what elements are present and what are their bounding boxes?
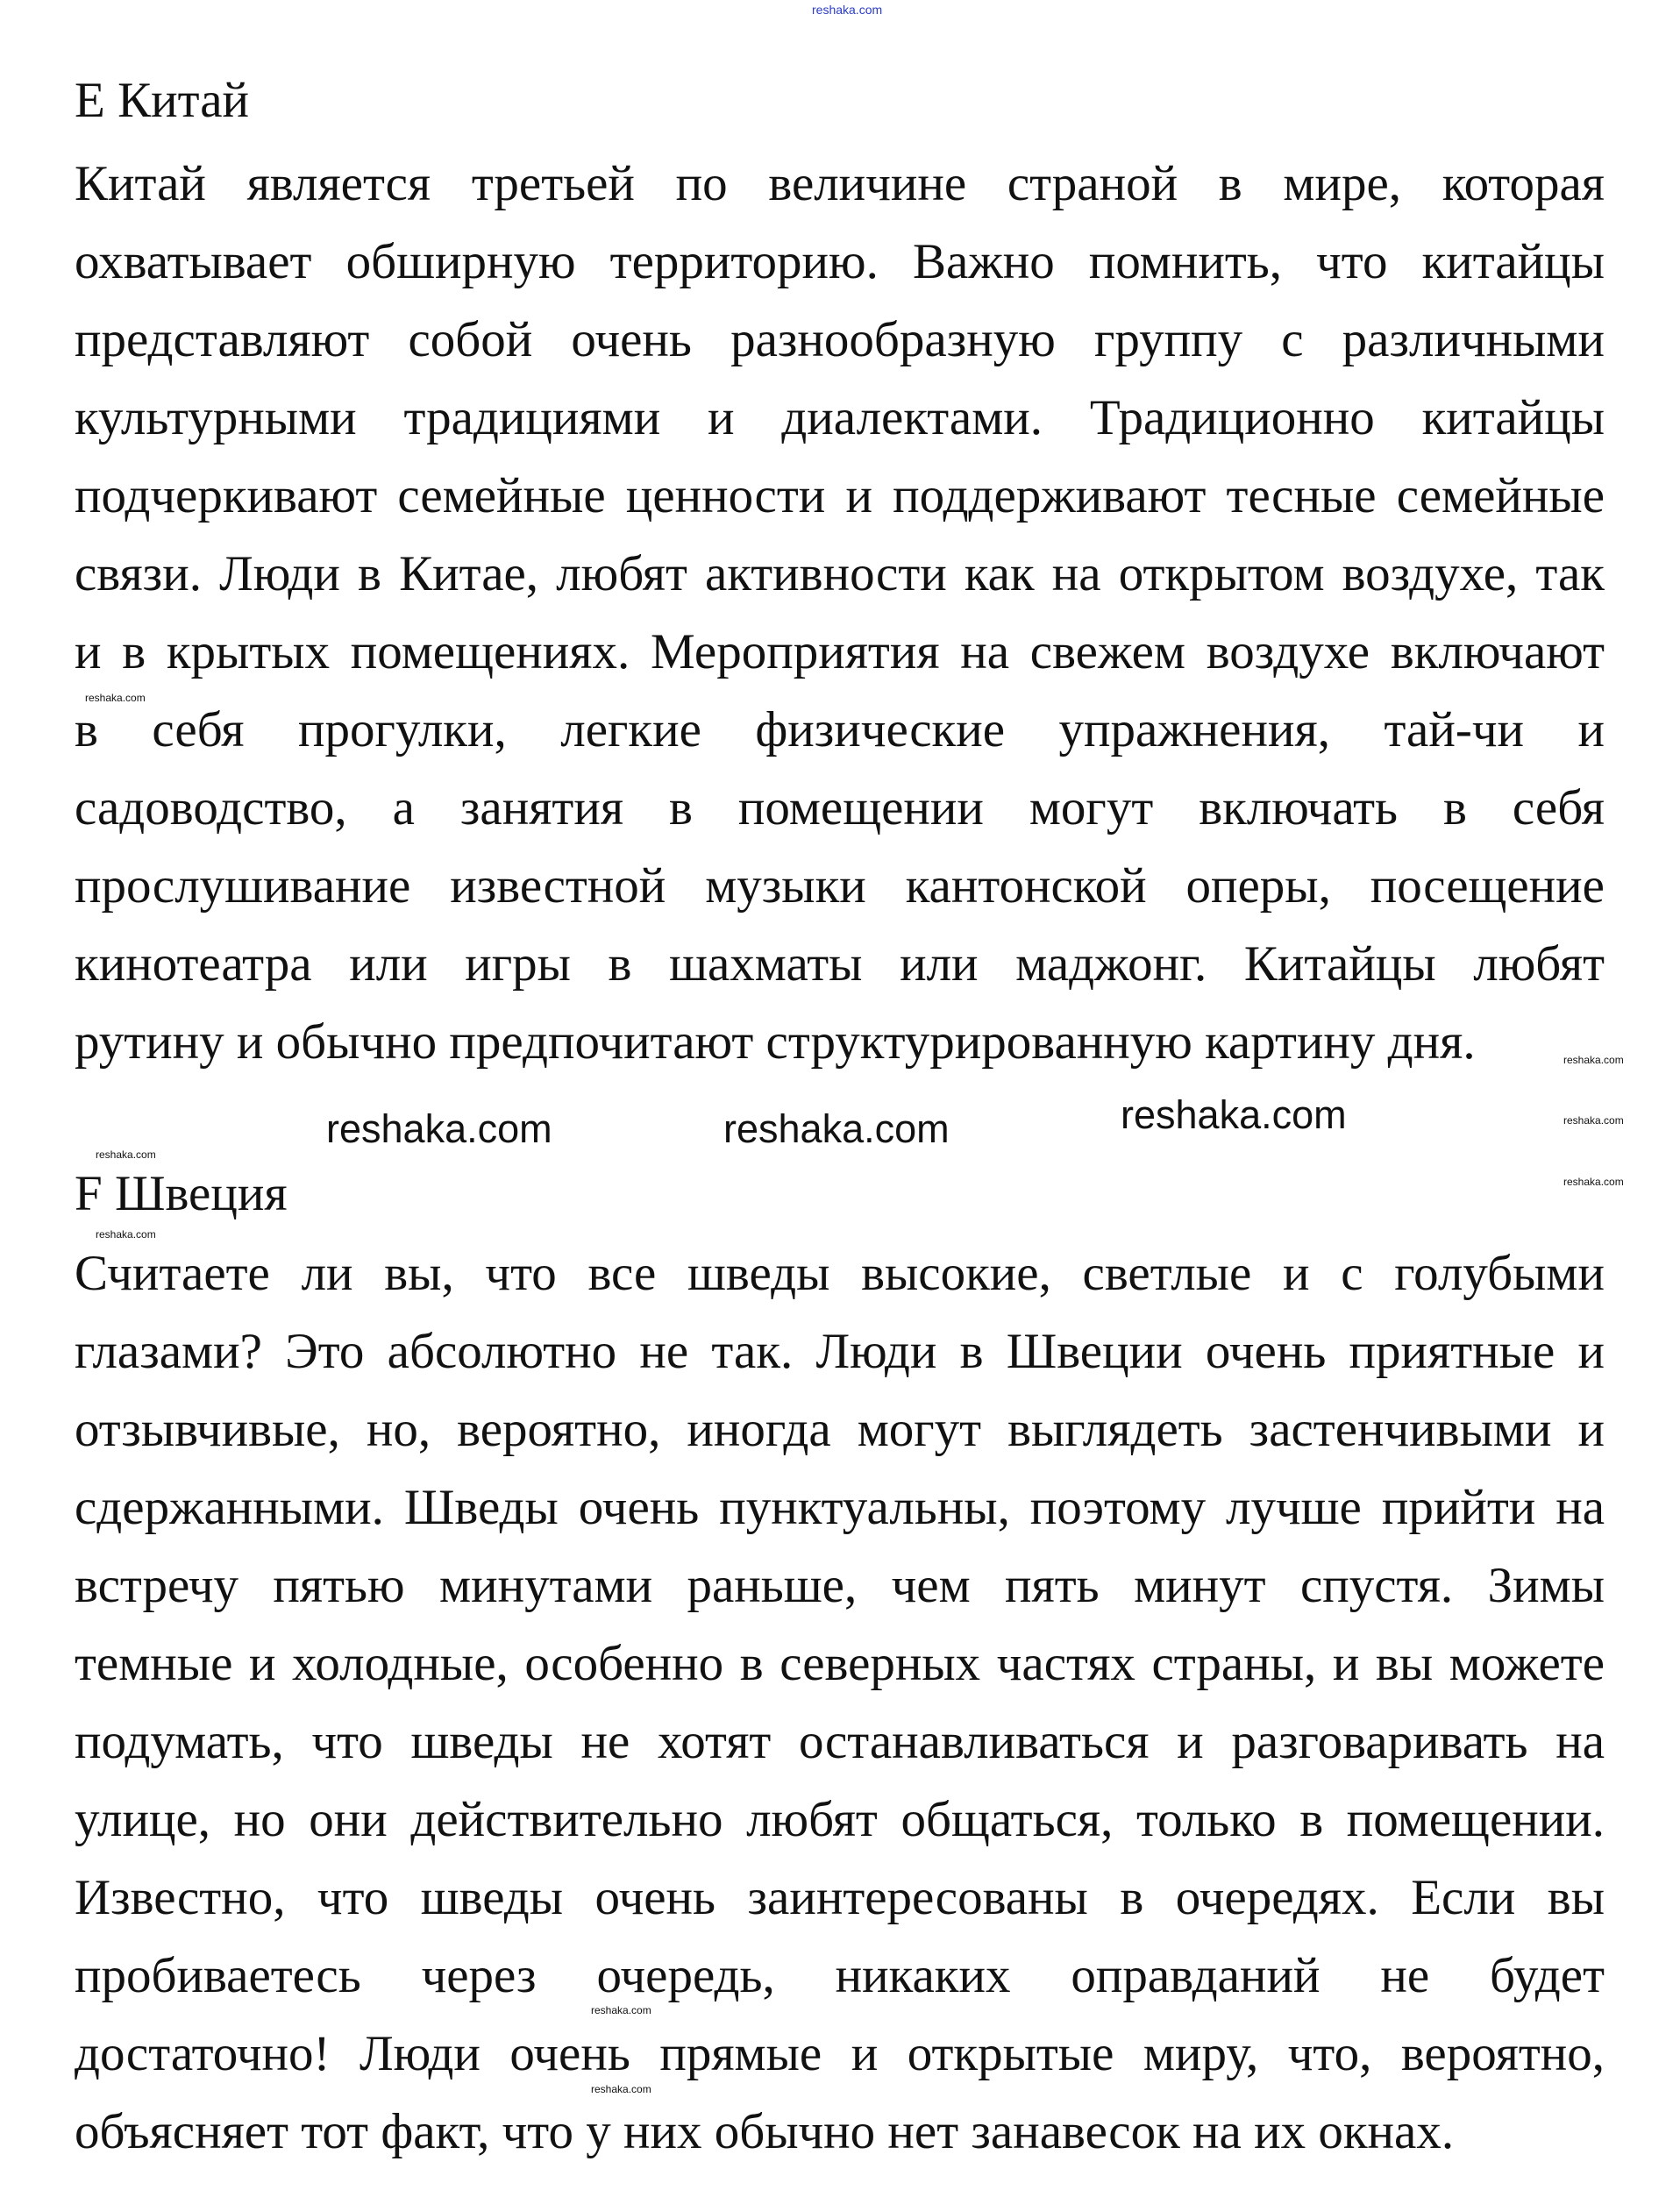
- section-heading-sweden: F Швеция: [75, 1166, 288, 1221]
- watermark: reshaka.com: [812, 3, 883, 17]
- china-text-line: садоводство, а занятия в помещении могут включать в себя: [75, 780, 1605, 835]
- sweden-text-line: темные и холодные, особенно в северных частях страны, и вы можете: [75, 1636, 1605, 1691]
- watermark: reshaka.com: [1121, 1092, 1347, 1137]
- china-text-line: рутину и обычно предпочитают структурированную картину дня.: [75, 1014, 1476, 1070]
- watermark: reshaka.com: [1563, 1176, 1624, 1188]
- china-text-line: Китай является третьей по величине страной в мире, которая: [75, 156, 1605, 211]
- sweden-text-line: встречу пятью минутами раньше, чем пять минут спустя. Зимы: [75, 1558, 1605, 1613]
- watermark: reshaka.com: [85, 692, 146, 704]
- watermark: reshaka.com: [591, 2004, 651, 2016]
- section-heading-china: E Китай: [75, 73, 249, 128]
- watermark: reshaka.com: [96, 1148, 156, 1161]
- sweden-text-line: улице, но они действительно любят общаться, только в помещении.: [75, 1792, 1605, 1847]
- sweden-text-line: пробиваетесь через очередь, никаких оправданий не будет: [75, 1948, 1605, 2003]
- china-text-line: охватывает обширную территорию. Важно помнить, что китайцы: [75, 234, 1605, 289]
- watermark: reshaka.com: [326, 1106, 552, 1151]
- china-text-line: в себя прогулки, легкие физические упражнения, тай-чи и: [75, 702, 1605, 757]
- sweden-text-line: Считаете ли вы, что все шведы высокие, светлые и с голубыми: [75, 1246, 1605, 1301]
- sweden-text-line: глазами? Это абсолютно не так. Люди в Швеции очень приятные и: [75, 1324, 1605, 1379]
- sweden-text-line: отзывчивые, но, вероятно, иногда могут выглядеть застенчивыми и: [75, 1402, 1605, 1457]
- watermark: reshaka.com: [591, 2083, 651, 2095]
- sweden-text-line: достаточно! Люди очень прямые и открытые миру, что, вероятно,: [75, 2026, 1605, 2081]
- watermark: reshaka.com: [1563, 1114, 1624, 1127]
- china-text-line: представляют собой очень разнообразную группу с различными: [75, 312, 1605, 367]
- china-text-line: подчеркивают семейные ценности и поддерживают тесные семейные: [75, 468, 1605, 523]
- china-text-line: и в крытых помещениях. Мероприятия на свежем воздухе включают: [75, 624, 1605, 679]
- sweden-text-line: объясняет тот факт, что у них обычно нет занавесок на их окнах.: [75, 2104, 1455, 2159]
- watermark: reshaka.com: [723, 1106, 950, 1151]
- china-text-line: кинотеатра или игры в шахматы или маджонг. Китайцы любят: [75, 936, 1605, 992]
- watermark: reshaka.com: [1563, 1054, 1624, 1066]
- sweden-text-line: сдержанными. Шведы очень пунктуальны, поэтому лучше прийти на: [75, 1480, 1605, 1535]
- china-text-line: культурными традициями и диалектами. Традиционно китайцы: [75, 390, 1605, 445]
- china-text-line: связи. Люди в Китае, любят активности как на открытом воздухе, так: [75, 546, 1605, 601]
- watermark: reshaka.com: [96, 1228, 156, 1241]
- sweden-text-line: Известно, что шведы очень заинтересованы в очередях. Если вы: [75, 1870, 1605, 1925]
- sweden-text-line: подумать, что шведы не хотят останавливаться и разговаривать на: [75, 1714, 1605, 1769]
- china-text-line: прослушивание известной музыки кантонской оперы, посещение: [75, 858, 1605, 914]
